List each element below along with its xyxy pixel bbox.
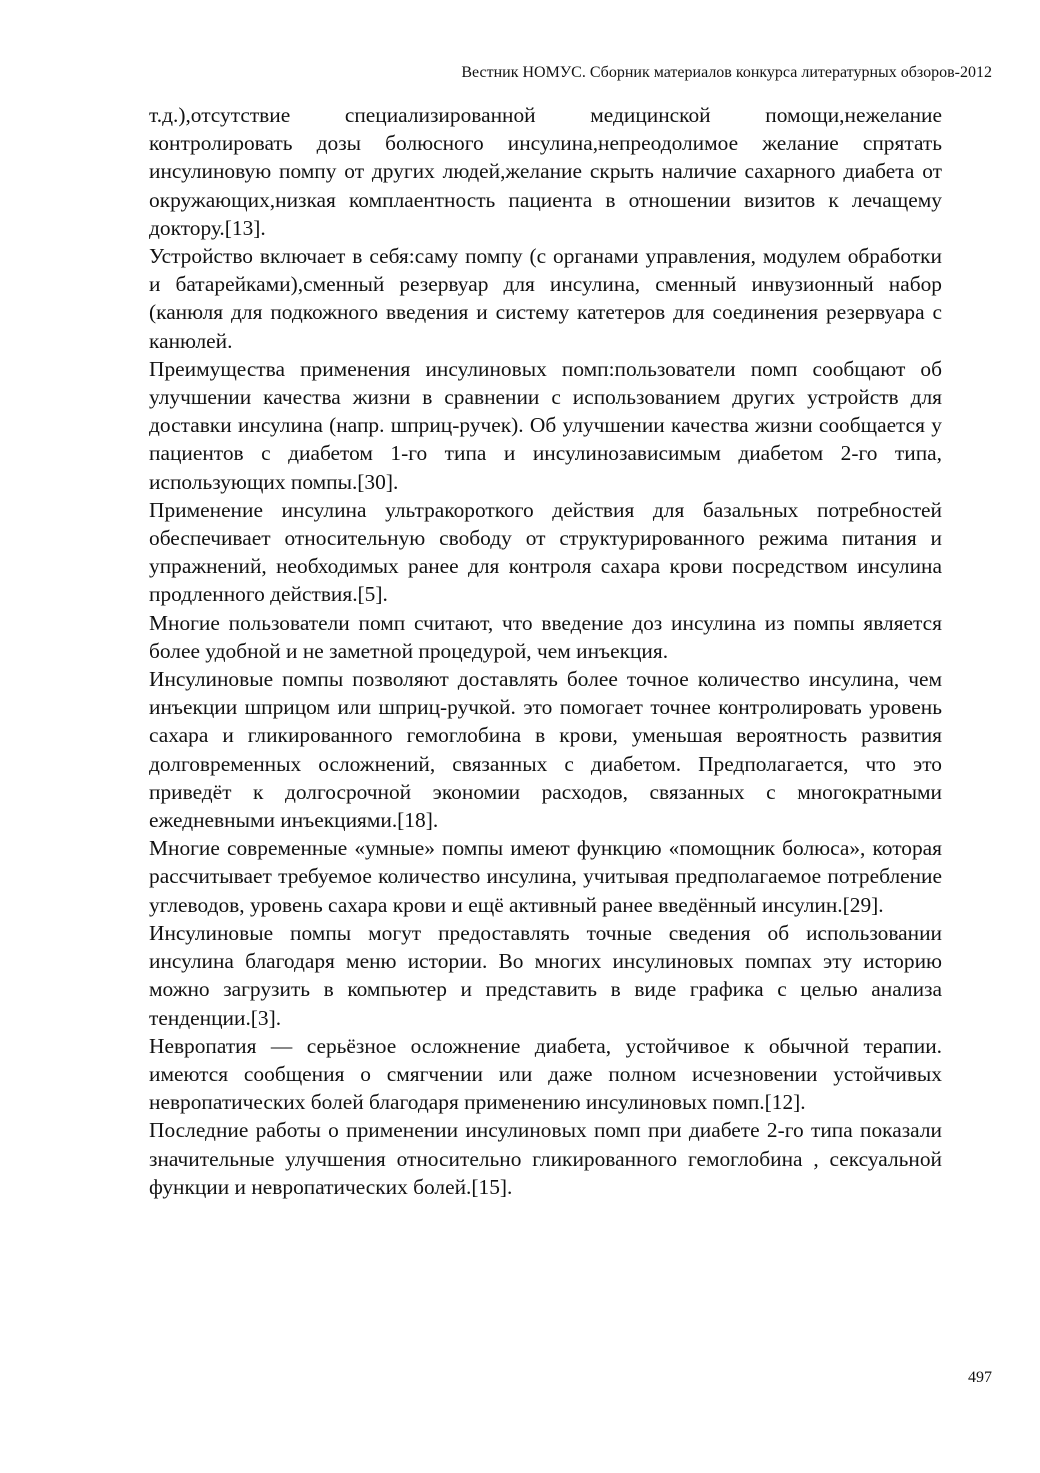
paragraph: Устройство включает в себя:саму помпу (с органами управления, модулем обработки и батарейками),сменный резервуар для инсулина, сменный инвузионный набор (канюля для подкожного введения и систему катетеров для соединения резервуара с канюлей. [149,244,942,353]
paragraph: т.д.),отсутствие специализированной медицинской помощи,нежелание контролировать дозы болюсного инсулина,непреодолимое желание спрятать инсулиновую помпу от других людей,желание скрыть наличие сахарного диабета от окружающих,низкая комплаентность пациента в отношении визитов к лечащему доктору.[13]. [149,103,942,240]
paragraph: Инсулиновые помпы могут предоставлять точные сведения об использовании инсулина благодаря меню истории. Во многих инсулиновых помпах эту историю можно загрузить в компьютер и представить в виде графика с целью анализа тенденции.[3]. [149,920,942,1030]
page-number: 497 [968,1369,992,1386]
paragraph: Применение инсулина ультракороткого действия для базальных потребностей обеспечивает относительную свободу от структурированного режима питания и упражнений, необходимых ранее для контроля сахара крови посредством инсулина продленного действия.[5]. [149,497,942,607]
paragraph: Последние работы о применении инсулиновых помп при диабете 2-го типа показали значительные улучшения относительно гликированного гемоглобина , сексуальной функции и невропатических болей.[15]. [149,1118,942,1199]
paragraph: Невропатия — серьёзное осложнение диабета, устойчивое к обычной терапии. имеются сообщения о смягчении или даже полном исчезновении устойчивых невропатических болей благодаря применению инсулиновых помп.[12]. [149,1033,942,1115]
paragraph: Инсулиновые помпы позволяют доставлять более точное количество инсулина, чем инъекции шприцом или шприц-ручкой. это помогает точнее контролировать уровень сахара и гликированного гемоглобина в крови, уменьшая вероятность развития долговременных осложнений, связанных с диабетом. Предполагается, что это приведёт к долгосрочной экономии расходов, связанных с многократными ежедневными инъекциями.[18]. [149,667,942,833]
running-header: Вестник НОМУС. Сборник материалов конкурса литературных обзоров-2012 [461,64,992,81]
paragraph: Многие современные «умные» помпы имеют функцию «помощник болюса», которая рассчитывает требуемое количество инсулина, учитывая предполагаемое потребление углеводов, уровень сахара крови и ещё активный ранее введённый инсулин.[29]. [149,836,942,917]
body-text [149,101,942,1201]
paragraph: Преимущества применения инсулиновых помп:пользователи помп сообщают об улучшении качества жизни в сравнении с использованием других устройств для доставки инсулина (напр. шприц-ручек). Об улучшении качества жизни сообщается у пациентов с диабетом 1-го типа и инсулинозависимым диабетом 2-го типа, использующих помпы.[30]. [149,356,942,494]
paragraph: Многие пользователи помп считают, что введение доз инсулина из помпы является более удобной и не заметной процедурой, чем инъекция. [149,610,942,663]
